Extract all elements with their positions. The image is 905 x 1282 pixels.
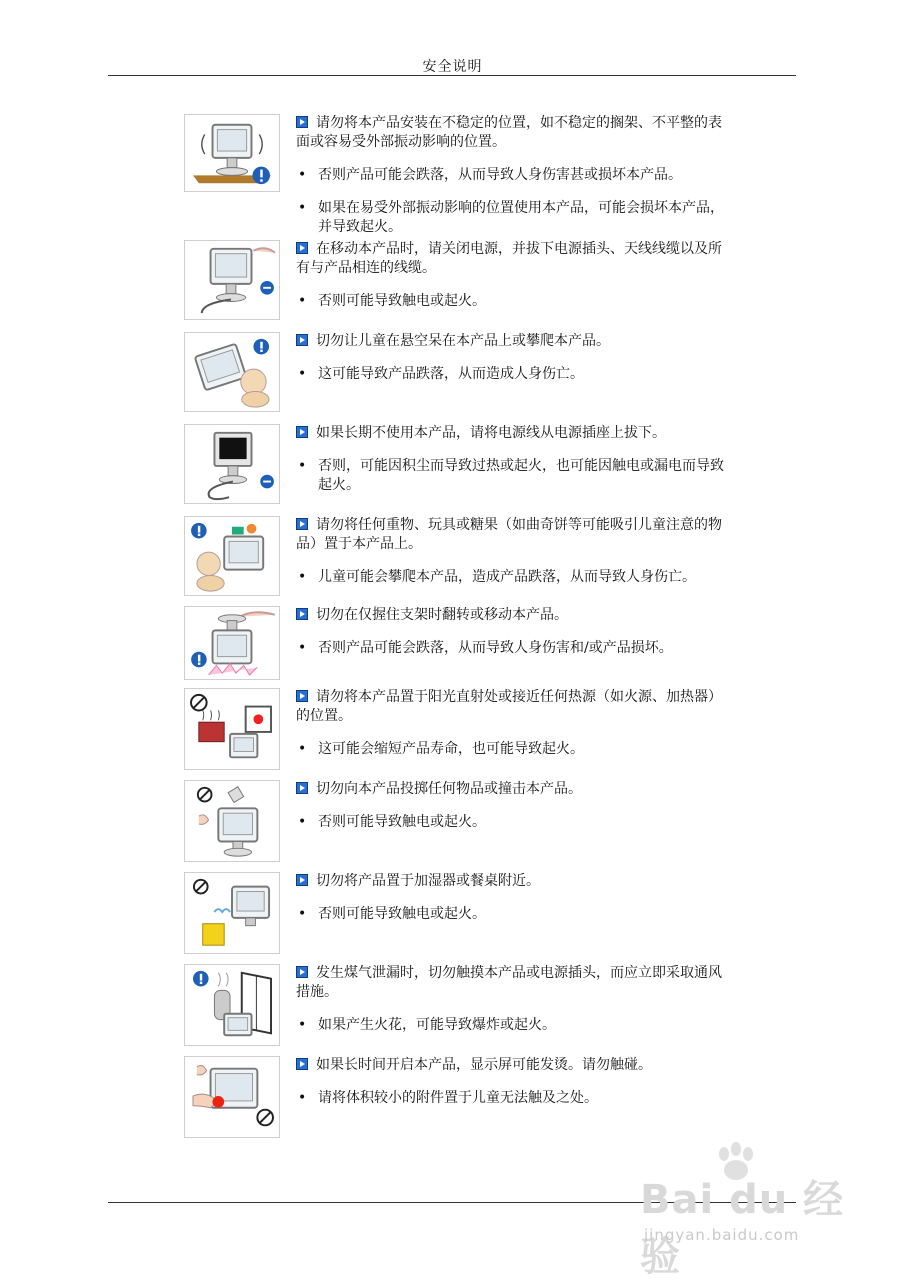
throwing-objects-prohibited-icon <box>184 780 280 862</box>
bullet-item: • 否则可能导致触电或起火。 <box>298 906 486 922</box>
objects-on-monitor-child-warning-icon <box>184 516 280 596</box>
heat-source-prohibited-icon <box>184 688 280 770</box>
blue-arrow-icon <box>296 518 308 530</box>
monitor-unstable-stand-warning-icon <box>184 114 280 192</box>
blue-arrow-icon <box>296 782 308 794</box>
blue-arrow-icon <box>296 116 308 128</box>
bullet-item: • 如果产生火花，可能导致爆炸或起火。 <box>298 1017 556 1033</box>
blue-arrow-icon <box>296 608 308 620</box>
hot-screen-do-not-touch-icon <box>184 1056 280 1138</box>
monitor-unplug-long-unused-icon <box>184 424 280 504</box>
warning-heading: 切勿将产品置于加湿器或餐桌附近。 <box>296 872 734 891</box>
humidifier-prohibited-icon <box>184 872 280 954</box>
warning-heading: 在移动本产品时，请关闭电源，并拔下电源插头、天线线缆以及所有与产品相连的线缆。 <box>296 241 722 276</box>
warning-heading: 如果长时间开启本产品，显示屏可能发烫。请勿触碰。 <box>296 1056 734 1075</box>
bullet-item: • 请将体积较小的附件置于儿童无法触及之处。 <box>298 1090 598 1106</box>
blue-arrow-icon <box>296 242 308 254</box>
bullet-item: • 否则可能导致触电或起火。 <box>298 814 486 830</box>
bullet-item: • 如果在易受外部振动影响的位置使用本产品，可能会损坏本产品，并导致起火。 <box>298 200 724 235</box>
lift-by-stand-warning-icon <box>184 606 280 680</box>
bullet-item: • 否则产品可能会跌落，从而导致人身伤害甚或损坏本产品。 <box>298 167 682 183</box>
warning-heading: 请勿将本产品置于阳光直射处或接近任何热源（如火源、加热器）的位置。 <box>296 689 722 724</box>
gas-leak-ventilate-icon <box>184 964 280 1046</box>
warning-heading: 请勿将任何重物、玩具或糖果（如曲奇饼等可能吸引儿童注意的物品）置于本产品上。 <box>296 517 722 552</box>
header-divider <box>108 75 796 76</box>
monitor-unplug-cables-icon <box>184 240 280 320</box>
blue-arrow-icon <box>296 334 308 346</box>
warning-heading: 发生煤气泄漏时，切勿触摸本产品或电源插头，而应立即采取通风措施。 <box>296 965 722 1000</box>
warning-heading: 如果长期不使用本产品，请将电源线从电源插座上拔下。 <box>296 424 734 443</box>
bullet-item: • 否则产品可能会跌落，从而导致人身伤害和/或产品损坏。 <box>298 640 673 656</box>
warning-heading: 请勿将本产品安装在不稳定的位置，如不稳定的搁架、不平整的表面或容易受外部振动影响的位置。 <box>296 115 722 150</box>
blue-arrow-icon <box>296 1058 308 1070</box>
warning-heading: 切勿向本产品投掷任何物品或撞击本产品。 <box>296 780 734 799</box>
baidu-jingyan-watermark <box>640 1140 860 1280</box>
watermark-url: jingyan.baidu.com <box>644 1226 800 1244</box>
watermark-logo: Bai du 经验 <box>640 1177 845 1280</box>
bullet-item: • 这可能会缩短产品寿命，也可能导致起火。 <box>298 741 584 757</box>
bullet-item: • 否则可能导致触电或起火。 <box>298 293 486 309</box>
bullet-item: • 儿童可能会攀爬本产品，造成产品跌落，从而导致人身伤亡。 <box>298 569 696 585</box>
page-title: 安全说明 <box>422 59 483 75</box>
bullet-item: • 否则，可能因积尘而导致过热或起火，也可能因触电或漏电而导致起火。 <box>298 458 724 493</box>
blue-arrow-icon <box>296 426 308 438</box>
blue-arrow-icon <box>296 966 308 978</box>
child-climbing-monitor-warning-icon <box>184 332 280 412</box>
warning-heading: 切勿让儿童在悬空呆在本产品上或攀爬本产品。 <box>296 332 734 351</box>
blue-arrow-icon <box>296 874 308 886</box>
bullet-item: • 这可能导致产品跌落，从而造成人身伤亡。 <box>298 366 584 382</box>
blue-arrow-icon <box>296 690 308 702</box>
warning-heading: 切勿在仅握住支架时翻转或移动本产品。 <box>296 606 734 625</box>
